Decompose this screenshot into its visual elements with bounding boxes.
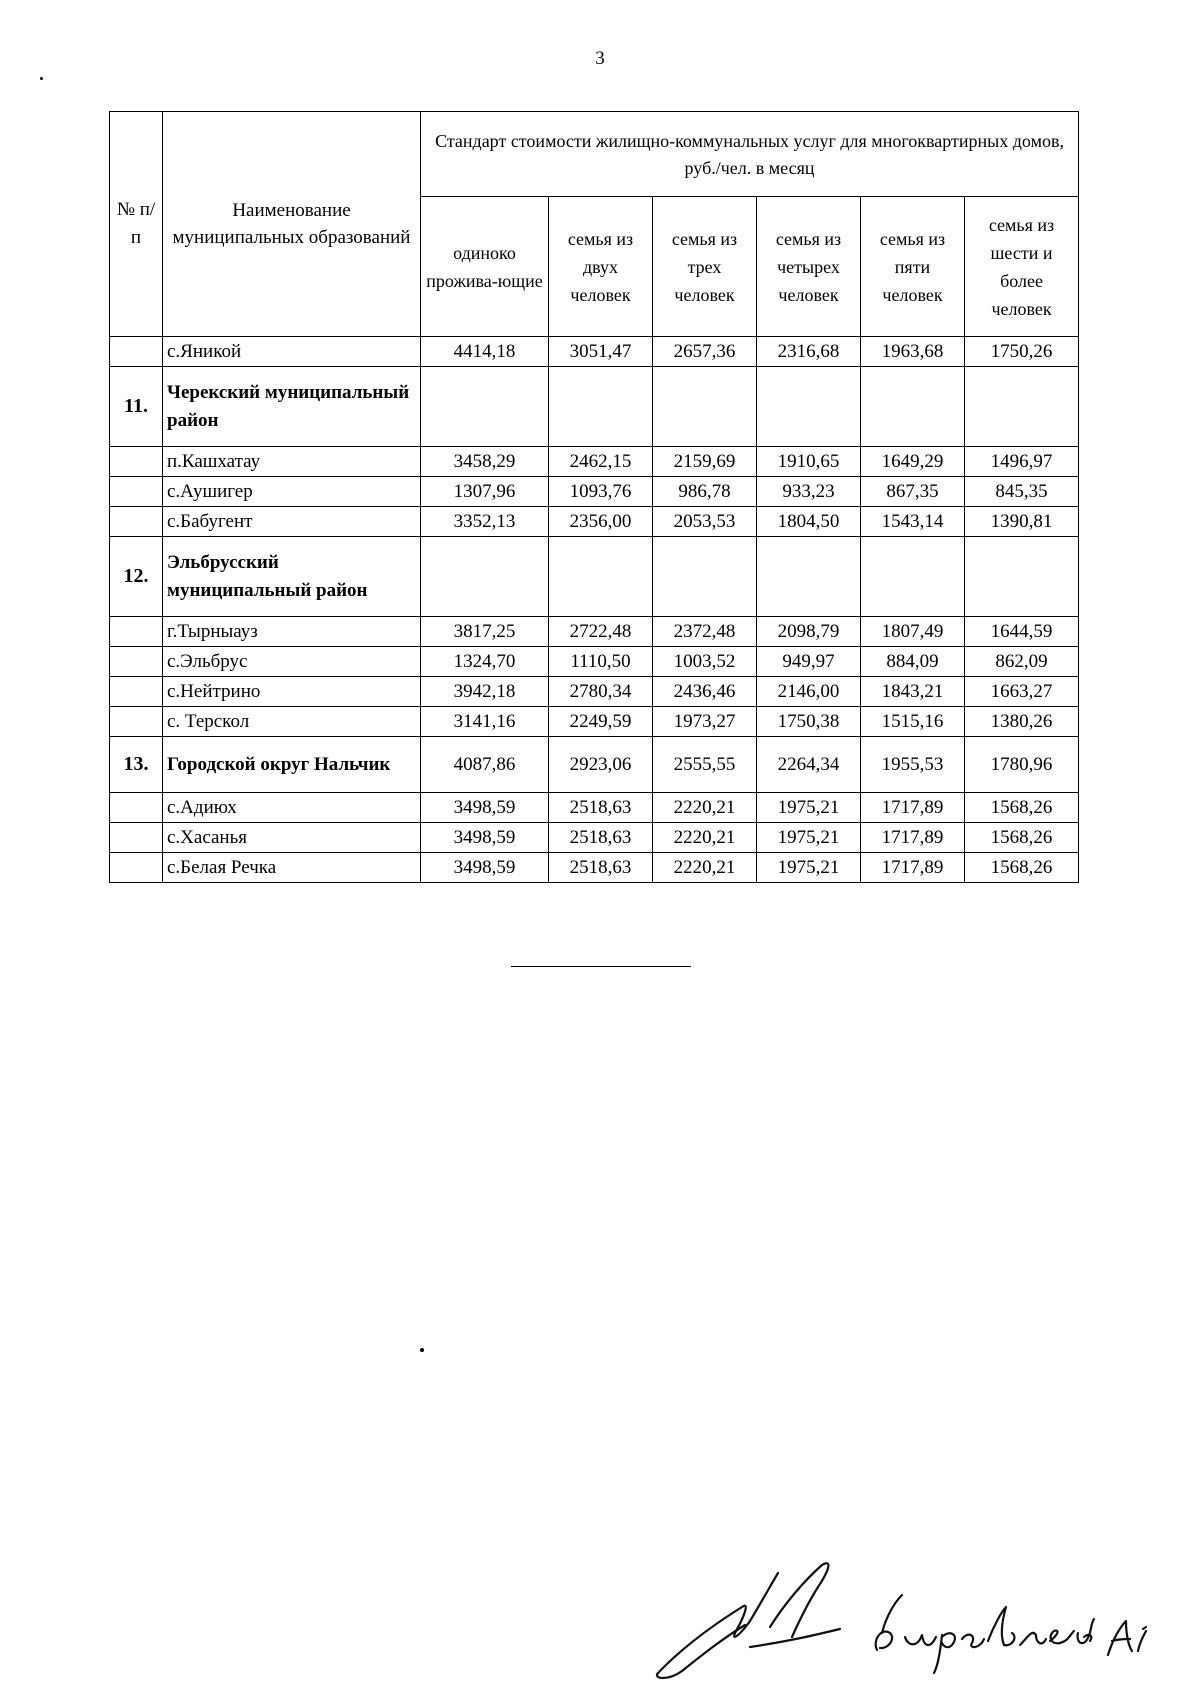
cost-cell-single: 4087,86 (421, 737, 549, 793)
cost-cell-family-6plus: 1568,26 (965, 853, 1079, 883)
district-name: Эльбрусский муниципальный район (163, 537, 421, 617)
cost-cell-family-4: 1750,38 (757, 707, 861, 737)
cost-cell-family-2: 2356,00 (549, 507, 653, 537)
column-header-family-2: семья из двух человек (549, 197, 653, 337)
cost-cell-family-3: 2436,46 (653, 677, 757, 707)
cost-cell-family-5 (861, 367, 965, 447)
table-row (110, 647, 1079, 677)
cost-cell-family-4 (757, 367, 861, 447)
cost-cell-family-6plus: 845,35 (965, 477, 1079, 507)
settlement-name: с.Эльбрус (163, 647, 421, 677)
cost-cell-family-2: 2780,34 (549, 677, 653, 707)
section-row (110, 737, 1079, 793)
standard-caption: Стандарт стоимости жилищно-коммунальных услуг для многоквартирных домов, руб./чел. в месяц (421, 112, 1079, 197)
cost-cell-family-2: 2518,63 (549, 823, 653, 853)
cost-cell-family-5: 1543,14 (861, 507, 965, 537)
row-number: 13. (110, 737, 163, 793)
cost-cell-single: 3141,16 (421, 707, 549, 737)
settlement-name: с.Белая Речка (163, 853, 421, 883)
cost-cell-family-4 (757, 537, 861, 617)
cost-cell-family-6plus: 1568,26 (965, 823, 1079, 853)
settlement-name: с.Адиюх (163, 793, 421, 823)
row-number (110, 823, 163, 853)
cost-cell-family-3: 2372,48 (653, 617, 757, 647)
column-header-family-5: семья из пяти человек (861, 197, 965, 337)
cost-cell-family-4: 2316,68 (757, 337, 861, 367)
table-row (110, 337, 1079, 367)
column-header-family-4: семья из четырех человек (757, 197, 861, 337)
cost-cell-family-6plus: 1780,96 (965, 737, 1079, 793)
cost-cell-family-6plus: 1390,81 (965, 507, 1079, 537)
column-header-single: одиноко прожива-ющие (421, 197, 549, 337)
cost-cell-family-5: 867,35 (861, 477, 965, 507)
cost-cell-family-6plus: 1644,59 (965, 617, 1079, 647)
cost-cell-single: 1307,96 (421, 477, 549, 507)
row-number (110, 617, 163, 647)
cost-cell-family-3: 2220,21 (653, 853, 757, 883)
page-number: 3 (595, 48, 605, 69)
cost-cell-family-5: 1807,49 (861, 617, 965, 647)
row-number (110, 793, 163, 823)
cost-cell-single: 3942,18 (421, 677, 549, 707)
cost-cell-family-4: 1975,21 (757, 793, 861, 823)
cost-cell-family-3: 2220,21 (653, 793, 757, 823)
handwritten-signature (650, 1555, 1150, 1685)
table-row (110, 853, 1079, 883)
cost-cell-family-6plus: 1663,27 (965, 677, 1079, 707)
cost-cell-family-5: 1843,21 (861, 677, 965, 707)
cost-cell-family-4: 1975,21 (757, 853, 861, 883)
table-row (110, 823, 1079, 853)
name-column-header: Наименование муниципальных образований (163, 112, 421, 337)
cost-cell-family-3: 2053,53 (653, 507, 757, 537)
cost-cell-family-2: 2249,59 (549, 707, 653, 737)
settlement-name: г.Тырныауз (163, 617, 421, 647)
cost-cell-family-2: 2722,48 (549, 617, 653, 647)
cost-cell-family-3: 2159,69 (653, 447, 757, 477)
cost-cell-family-5: 1717,89 (861, 823, 965, 853)
cost-cell-single: 3498,59 (421, 853, 549, 883)
table-row (110, 477, 1079, 507)
cost-cell-family-4: 1804,50 (757, 507, 861, 537)
row-number (110, 707, 163, 737)
cost-cell-single: 3817,25 (421, 617, 549, 647)
row-number (110, 853, 163, 883)
row-number (110, 477, 163, 507)
cost-cell-family-5: 884,09 (861, 647, 965, 677)
cost-cell-single: 3352,13 (421, 507, 549, 537)
cost-cell-family-3: 2220,21 (653, 823, 757, 853)
cost-cell-family-2 (549, 367, 653, 447)
district-name: Черекский муниципальный район (163, 367, 421, 447)
cost-cell-family-2: 3051,47 (549, 337, 653, 367)
cost-cell-family-2: 2462,15 (549, 447, 653, 477)
cost-cell-family-4: 949,97 (757, 647, 861, 677)
settlement-name: п.Кашхатау (163, 447, 421, 477)
table-row (110, 507, 1079, 537)
row-number (110, 507, 163, 537)
cost-cell-family-2: 2923,06 (549, 737, 653, 793)
section-row (110, 367, 1079, 447)
cost-cell-single (421, 537, 549, 617)
cost-cell-family-2: 2518,63 (549, 793, 653, 823)
cost-cell-family-6plus (965, 537, 1079, 617)
settlement-name: с. Терскол (163, 707, 421, 737)
cost-cell-single: 3458,29 (421, 447, 549, 477)
table-row (110, 707, 1079, 737)
cost-cell-family-4: 2264,34 (757, 737, 861, 793)
cost-cell-single: 3498,59 (421, 823, 549, 853)
cost-cell-family-5: 1717,89 (861, 793, 965, 823)
district-name: Городской округ Нальчик (163, 737, 421, 793)
scan-speck (40, 77, 43, 80)
cost-cell-single (421, 367, 549, 447)
settlement-name: с.Бабугент (163, 507, 421, 537)
cost-cell-single: 4414,18 (421, 337, 549, 367)
cost-cell-single: 3498,59 (421, 793, 549, 823)
cost-cell-family-6plus: 1496,97 (965, 447, 1079, 477)
row-number (110, 677, 163, 707)
cost-cell-family-4: 2098,79 (757, 617, 861, 647)
cost-cell-family-2 (549, 537, 653, 617)
cost-cell-family-3: 2657,36 (653, 337, 757, 367)
cost-cell-family-6plus: 1380,26 (965, 707, 1079, 737)
section-row (110, 537, 1079, 617)
table-row (110, 677, 1079, 707)
settlement-name: с.Хасанья (163, 823, 421, 853)
table-body (110, 337, 1079, 883)
housing-cost-standard-table (109, 111, 1079, 883)
table-row (110, 617, 1079, 647)
row-number: 12. (110, 537, 163, 617)
num-column-header: № п/п (110, 112, 163, 337)
row-number (110, 647, 163, 677)
cost-cell-family-5: 1515,16 (861, 707, 965, 737)
table-row (110, 447, 1079, 477)
cost-cell-family-3: 1003,52 (653, 647, 757, 677)
end-rule (511, 966, 691, 967)
settlement-name: с.Нейтрино (163, 677, 421, 707)
row-number (110, 337, 163, 367)
cost-cell-family-6plus: 1750,26 (965, 337, 1079, 367)
cost-cell-family-5 (861, 537, 965, 617)
cost-cell-family-4: 1975,21 (757, 823, 861, 853)
cost-cell-family-5: 1649,29 (861, 447, 965, 477)
cost-cell-family-6plus: 862,09 (965, 647, 1079, 677)
settlement-name: с.Яникой (163, 337, 421, 367)
cost-cell-family-6plus: 1568,26 (965, 793, 1079, 823)
cost-cell-family-2: 2518,63 (549, 853, 653, 883)
column-header-family-3: семья из трех человек (653, 197, 757, 337)
cost-cell-family-5: 1717,89 (861, 853, 965, 883)
cost-cell-family-3 (653, 367, 757, 447)
cost-cell-single: 1324,70 (421, 647, 549, 677)
cost-cell-family-3 (653, 537, 757, 617)
scan-speck (420, 1348, 424, 1352)
table-row (110, 793, 1079, 823)
cost-cell-family-3: 2555,55 (653, 737, 757, 793)
cost-cell-family-2: 1110,50 (549, 647, 653, 677)
cost-cell-family-4: 1910,65 (757, 447, 861, 477)
cost-cell-family-6plus (965, 367, 1079, 447)
cost-cell-family-4: 2146,00 (757, 677, 861, 707)
cost-cell-family-2: 1093,76 (549, 477, 653, 507)
row-number: 11. (110, 367, 163, 447)
cost-cell-family-5: 1963,68 (861, 337, 965, 367)
cost-cell-family-4: 933,23 (757, 477, 861, 507)
cost-cell-family-3: 986,78 (653, 477, 757, 507)
column-header-family-6plus: семья из шести и более человек (965, 197, 1079, 337)
cost-cell-family-5: 1955,53 (861, 737, 965, 793)
row-number (110, 447, 163, 477)
settlement-name: с.Аушигер (163, 477, 421, 507)
cost-cell-family-3: 1973,27 (653, 707, 757, 737)
